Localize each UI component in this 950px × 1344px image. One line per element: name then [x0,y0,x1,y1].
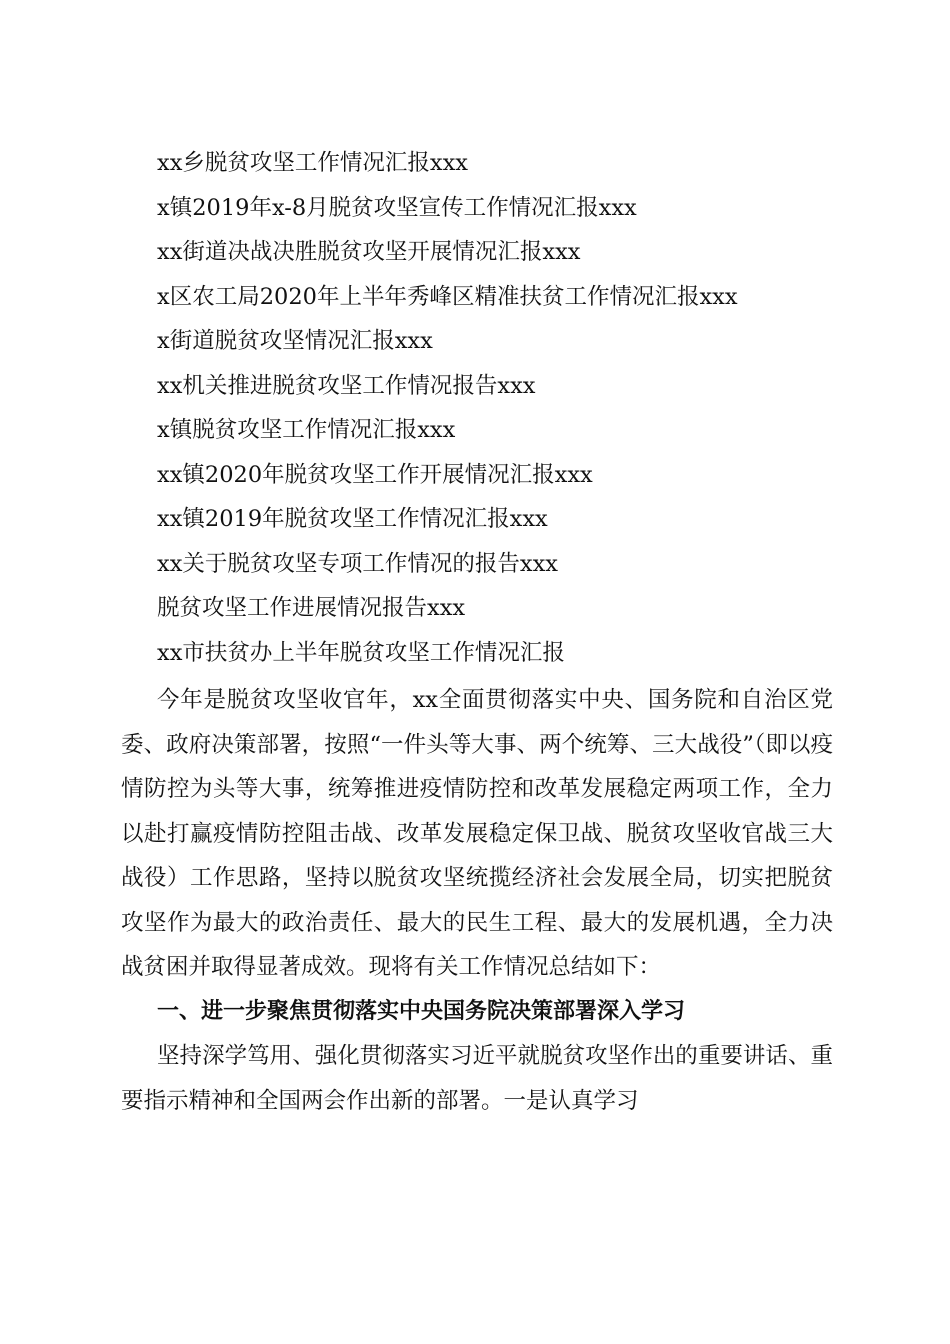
report-title-item: xx镇2020年脱贫攻坚工作开展情况汇报xxx [157,461,593,488]
report-title-item: x镇脱贫攻坚工作情况汇报xxx [157,417,456,443]
document-body [121,678,833,1123]
report-title-item: 脱贫攻坚工作进展情况报告xxx [157,595,466,621]
report-title-item: xx市扶贫办上半年脱贫攻坚工作情况汇报 [157,639,565,666]
report-title-item: x镇2019年x-8月脱贫攻坚宣传工作情况汇报xxx [157,194,637,221]
report-title-item: xx关于脱贫攻坚专项工作情况的报告xxx [157,550,558,577]
section-heading: 一、进一步聚焦贯彻落实中央国务院决策部署深入学习 [157,998,686,1024]
report-title-item: xx镇2019年脱贫攻坚工作情况汇报xxx [157,506,548,532]
report-title-item: x街道脱贫攻坚情况汇报xxx [157,328,433,354]
report-title-list [157,146,857,680]
report-title-item: x区农工局2020年上半年秀峰区精准扶贫工作情况汇报xxx [157,283,738,310]
report-title-item: xx机关推进脱贫攻坚工作情况报告xxx [157,372,536,399]
report-title-item: xx乡脱贫攻坚工作情况汇报xxx [157,150,468,176]
report-title-item: xx街道决战决胜脱贫攻坚开展情况汇报xxx [157,239,581,265]
intro-paragraph: 今年是脱贫攻坚收官年，xx全面贯彻落实中央、国务院和自治区党委、政府决策部署，按照“一件头等大事、两个统筹、三大战役”（即以疫情防控为头等大事，统筹推进疫情防控和改革发展稳定两项工作，全力以赴打赢疫情防控阻击战、改革发展稳定保卫战、脱贫攻坚收官战三大战役）工作思路，坚持以脱贫攻坚统揽经济社会发展全局，切实把脱贫攻坚作为最大的政治责任、最大的民生工程、最大的发展机遇，全力决战贫困并取得显著成效。现将有关工作情况总结如下： [121,687,833,980]
section-paragraph: 坚持深学笃用、强化贯彻落实习近平就脱贫攻坚作出的重要讲话、重要指示精神和全国两会作出新的部署。一是认真学习 [121,1043,833,1114]
